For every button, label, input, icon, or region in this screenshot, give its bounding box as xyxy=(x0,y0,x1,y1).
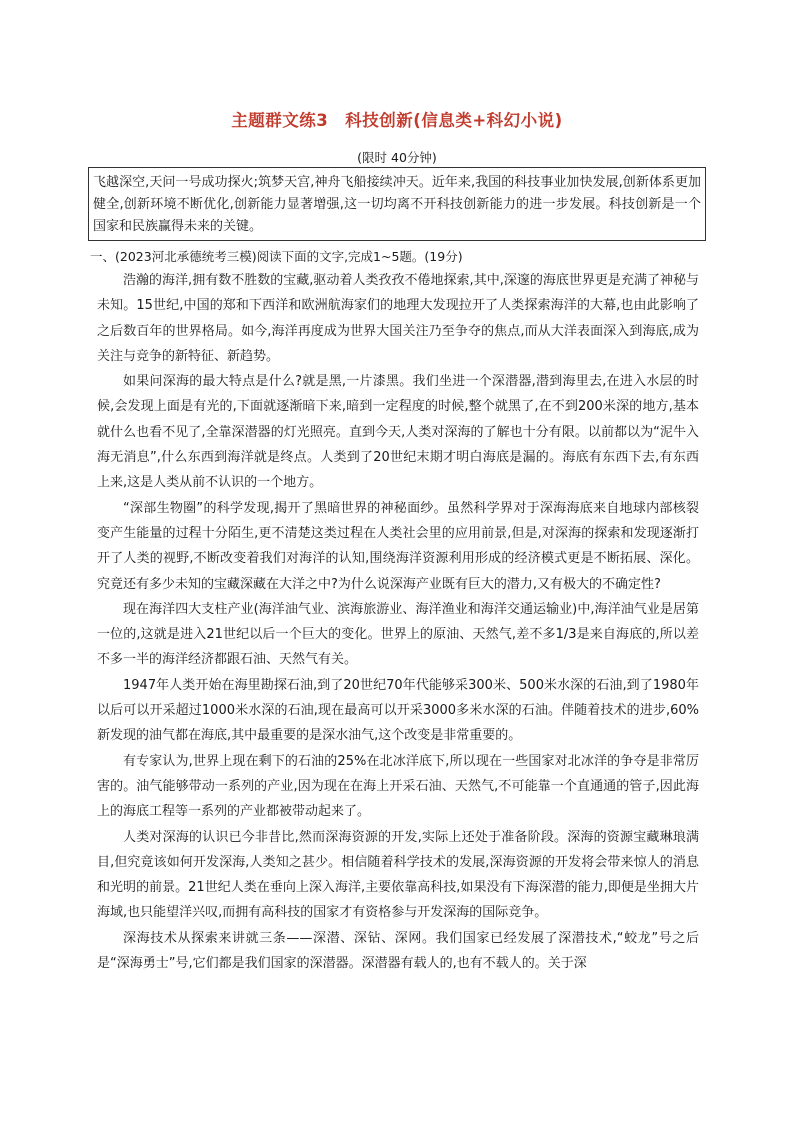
page-title: 主题群文练3 科技创新(信息类+科幻小说) xyxy=(231,111,563,130)
paragraph: 1947年人类开始在海里勘探石油,到了20世纪70年代能够采300米、500米水深的石油,到了1980年以后可以开采超过1000米水深的石油,现在最高可以开采3000多米水深的石油。伴随着技术的进步,60%新发现的油气都在海底,其中最重要的是深水油气,这个改变是非常重要的。 xyxy=(97,677,699,744)
paragraph: 现在海洋四大支柱产业(海洋油气业、滨海旅游业、海洋渔业和海洋交通运输业)中,海洋油气业是居第一位的,这就是进入21世纪以后一个巨大的变化。世界上的原油、天然气,差不多1/3是来自海底的,所以差不多一半的海洋经济都跟石油、天然气有关。 xyxy=(97,601,699,668)
paragraph: 深海技术从探索来讲就三条——深潜、深钻、深网。我们国家已经发展了深潜技术,“蛟龙”号之后是“深海勇士”号,它们都是我们国家的深潜器。深潜器有载人的,也有不载人的。关于深 xyxy=(97,930,699,972)
intro-text: 飞越深空,天问一号成功探火;筑梦天宫,神舟飞船接续冲天。近年来,我国的科技事业加快发展,创新体系更加健全,创新环境不断优化,创新能力显著增强,这一切均离不开科技创新能力的进一步发展。科技创新是一个国家和民族赢得未来的关键。 xyxy=(93,175,701,234)
intro-box xyxy=(88,167,706,241)
paragraph: “深部生物圈”的科学发现,揭开了黑暗世界的神秘面纱。虽然科学界对于深海海底来自地球内部核裂变产生能量的过程十分陌生,更不清楚这类过程在人类社会里的应用前景,但是,对深海的探索和发现逐渐打开了人类的视野,不断改变着我们对海洋的认知,围绕海洋资源利用形成的经济模式更是不断拓展、深化。究竟还有多少未知的宝藏深藏在大洋之中?为什么说深海产业既有巨大的潜力,又有极大的不确定性? xyxy=(97,500,699,592)
time-limit: (限时 40分钟) xyxy=(357,150,437,165)
paragraph: 如果问深海的最大特点是什么?就是黑,一片漆黑。我们坐进一个深潜器,潜到海里去,在进入水层的时候,会发现上面是有光的,下面就逐渐暗下来,暗到一定程度的时候,整个就黑了,在不到200米深的地方,基本就什么也看不见了,全靠深潜器的灯光照亮。直到今天,人类对深海的了解也十分有限。以前都以为“泥牛入海无消息”,什么东西到海洋就是终点。人类到了20世纪末期才明白海底是漏的。海底有东西下去,有东西上来,这是人类从前不认识的一个地方。 xyxy=(97,374,699,491)
paragraph: 浩瀚的海洋,拥有数不胜数的宝藏,驱动着人类孜孜不倦地探索,其中,深邃的海底世界更是充满了神秘与未知。15世纪,中国的郑和下西洋和欧洲航海家们的地理大发现拉开了人类探索海洋的大幕,也由此影响了之后数百年的世界格局。如今,海洋再度成为世界大国关注乃至争夺的焦点,而从大洋表面深入到海底,成为关注与竞争的新特征、新趋势。 xyxy=(97,273,699,364)
paragraph: 有专家认为,世界上现在剩下的石油的25%在北冰洋底下,所以现在一些国家对北冰洋的争夺是非常厉害的。油气能够带动一系列的产业,因为现在在海上开采石油、天然气,不可能靠一个直通通的管子,因此海上的海底工程等一系列的产业都被带动起来了。 xyxy=(97,753,699,820)
article-body xyxy=(97,268,699,976)
question-header: 一、(2023河北承德统考三模)阅读下面的文字,完成1~5题。(19分) xyxy=(90,249,463,264)
paragraph: 人类对深海的认识已今非昔比,然而深海资源的开发,实际上还处于准备阶段。深海的资源宝藏琳琅满目,但究竟该如何开发深海,人类知之甚少。相信随着科学技术的发展,深海资源的开发将会带来惊人的消息和光明的前景。21世纪人类在垂向上深入海洋,主要依靠高科技,如果没有下海深潜的能力,即便是坐拥大片海域,也只能望洋兴叹,而拥有高科技的国家才有资格参与开发深海的国际竞争。 xyxy=(97,829,699,921)
